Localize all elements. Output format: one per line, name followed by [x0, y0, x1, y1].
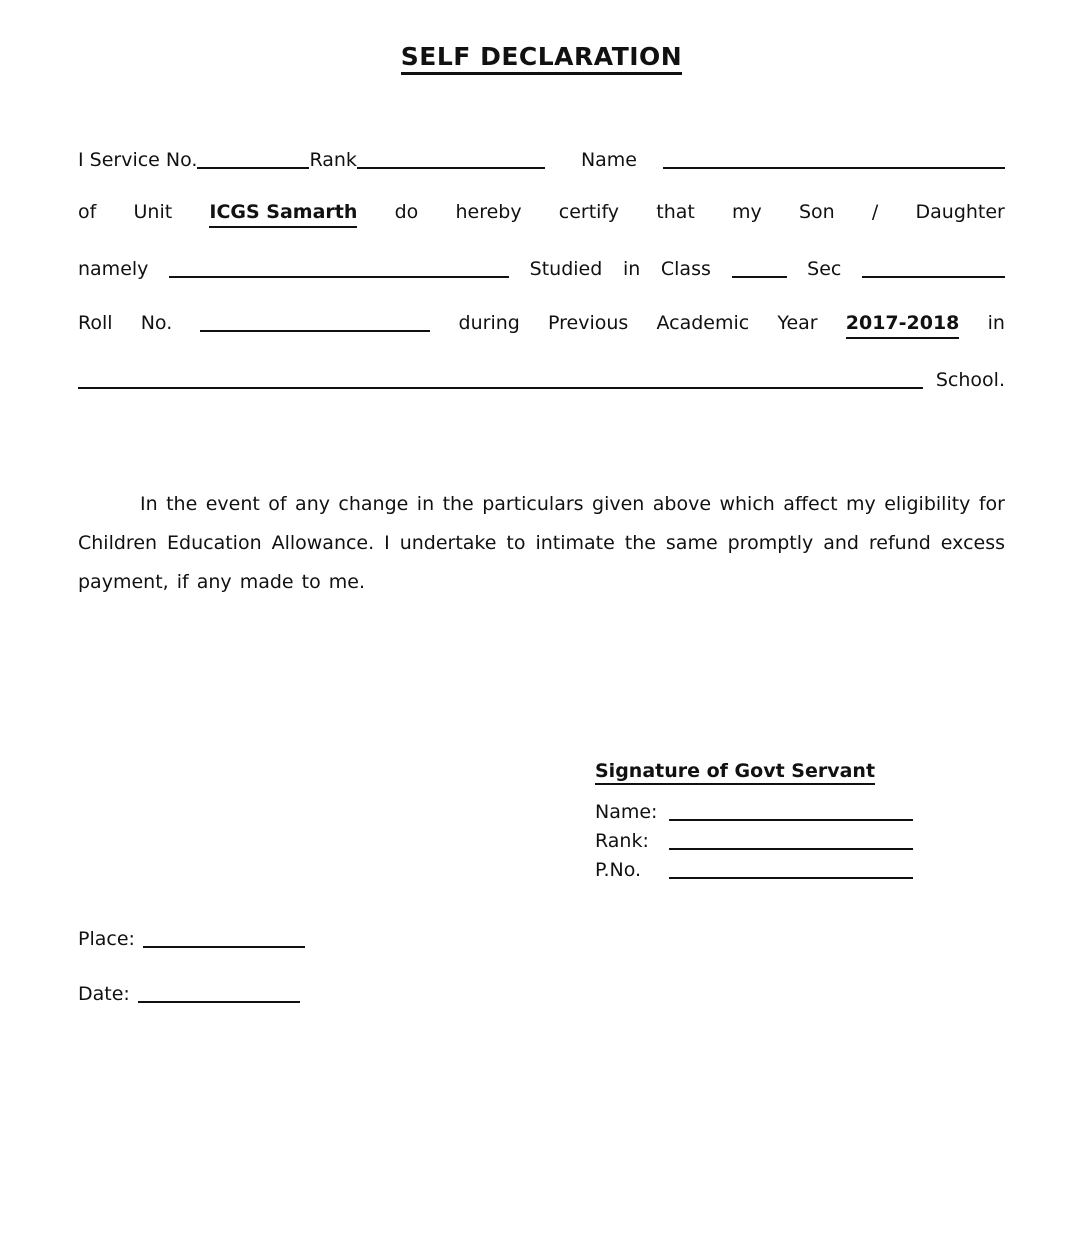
namely-class-sec-line [78, 254, 1005, 282]
date-blank [138, 982, 300, 1003]
page-title: SELF DECLARATION [401, 42, 682, 75]
rank-label: Rank [309, 149, 357, 171]
word-daughter: Daughter [915, 201, 1005, 223]
signature-block [595, 760, 913, 884]
son-daughter-slash: / [871, 201, 879, 223]
word-roll: Roll [78, 312, 113, 334]
namely-label: namely [78, 258, 149, 280]
signature-pno-blank [669, 858, 913, 879]
word-class: Class [660, 258, 711, 280]
name-blank [663, 148, 1005, 169]
word-in: in [622, 258, 641, 280]
word-year: Year [777, 312, 818, 334]
signature-name-label: Name: [595, 801, 658, 823]
word-do: do [394, 201, 419, 223]
academic-year-value: 2017-2018 [846, 310, 960, 339]
signature-rank-row [595, 826, 913, 855]
namely-blank [169, 257, 509, 278]
declaration-section [78, 145, 1005, 393]
signature-name-row [595, 797, 913, 826]
title-row [78, 42, 1005, 75]
signature-rank-blank [669, 829, 913, 850]
unit-name: ICGS Samarth [209, 199, 357, 228]
service-rank-name-line [78, 145, 1005, 173]
service-no-label: I Service No. [78, 149, 198, 171]
word-during: during [458, 312, 520, 334]
signature-pno-row [595, 855, 913, 884]
word-certify: certify [558, 201, 620, 223]
undertaking-paragraph: In the event of any change in the particulars given above which affect my eligibility for Children Education Allowance. I undertake to intimate the same promptly and refund excess payment, if any made to me. [78, 493, 1005, 593]
sec-label: Sec [807, 258, 842, 280]
school-label: School. [935, 369, 1005, 391]
date-row [78, 979, 1005, 1007]
word-unit: Unit [133, 201, 173, 223]
service-no-blank [197, 148, 309, 169]
word-that: that [656, 201, 695, 223]
name-label: Name [580, 149, 637, 171]
school-name-blank [78, 368, 923, 389]
signature-name-blank [669, 800, 913, 821]
word-of: of [78, 201, 97, 223]
unit-certify-line [78, 199, 1005, 228]
word-in: in [987, 312, 1005, 334]
word-previous: Previous [548, 312, 629, 334]
signature-rank-label: Rank: [595, 830, 649, 852]
place-blank [143, 927, 305, 948]
roll-academic-year-line [78, 308, 1005, 339]
word-academic: Academic [656, 312, 750, 334]
signature-heading: Signature of Govt Servant [595, 760, 875, 785]
word-studied: Studied [529, 258, 603, 280]
sec-blank [862, 257, 1005, 278]
place-label: Place: [78, 928, 135, 950]
class-blank [732, 257, 787, 278]
word-my: my [732, 201, 762, 223]
school-line [78, 365, 1005, 393]
rank-blank [357, 148, 545, 169]
word-son: Son [798, 201, 835, 223]
signature-pno-label: P.No. [595, 859, 642, 881]
roll-no-blank [200, 311, 430, 332]
word-hereby: hereby [455, 201, 522, 223]
place-row [78, 924, 1005, 952]
word-no: No. [140, 312, 173, 334]
date-label: Date: [78, 983, 130, 1005]
